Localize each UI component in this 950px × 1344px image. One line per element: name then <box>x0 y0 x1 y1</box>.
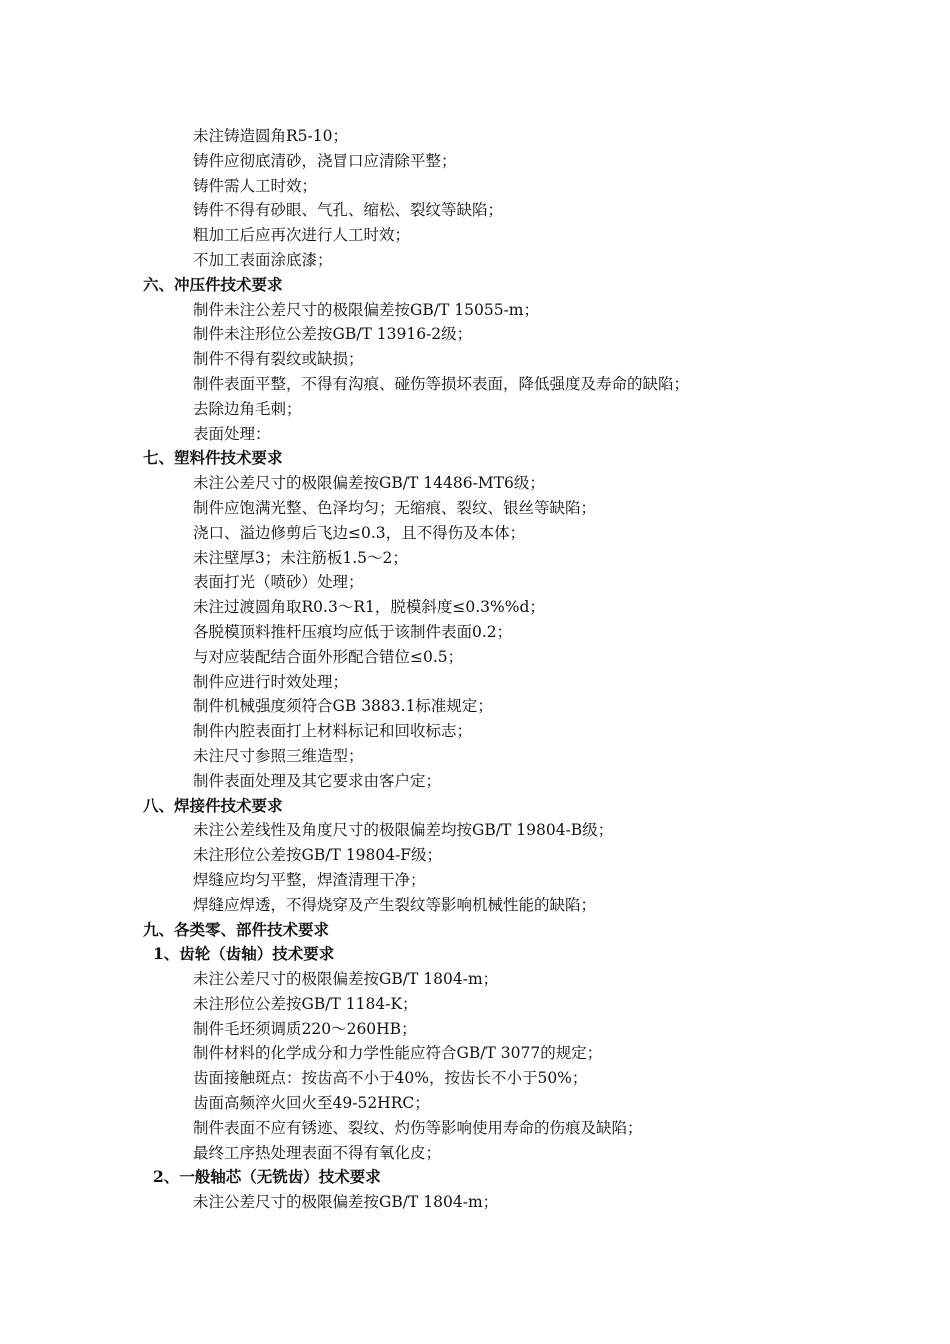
requirement-item: 表面打光（喷砂）处理； <box>193 573 364 592</box>
requirement-item: 制件表面不应有锈迹、裂纹、灼伤等影响使用寿命的伤痕及缺陷； <box>193 1118 643 1137</box>
section-heading: 八、焊接件技术要求 <box>143 795 283 815</box>
requirement-item: 制件表面处理及其它要求由客户定； <box>193 771 442 790</box>
requirement-item: 各脱模顶料推杆压痕均应低于该制件表面0.2； <box>193 622 513 641</box>
requirement-item: 未注公差线性及角度尺寸的极限偏差均按GB/T 19804-B级； <box>193 821 614 840</box>
requirement-item: 铸件需人工时效； <box>193 176 318 195</box>
requirement-item: 制件内腔表面打上材料标记和回收标志； <box>193 722 473 741</box>
section-heading: 七、塑料件技术要求 <box>143 448 283 468</box>
requirement-item: 制件材料的化学成分和力学性能应符合GB/T 3077的规定； <box>193 1044 603 1063</box>
requirement-item: 制件未注形位公差按GB/T 13916-2级； <box>193 325 473 344</box>
requirement-item: 焊缝应均匀平整，焊渣清理干净； <box>193 870 426 889</box>
requirement-item: 齿面高频淬火回火至49-52HRC； <box>193 1094 430 1113</box>
requirement-item: 未注过渡圆角取R0.3～R1，脱模斜度≤0.3%%d； <box>193 598 545 617</box>
requirement-item: 未注壁厚3；未注筋板1.5～2； <box>193 548 408 567</box>
section-heading: 六、冲压件技术要求 <box>143 274 283 294</box>
requirement-item: 制件机械强度须符合GB 3883.1标准规定； <box>193 697 493 716</box>
requirement-item: 浇口、溢边修剪后飞边≤0.3，且不得伤及本体； <box>193 523 526 542</box>
requirement-item: 去除边角毛刺； <box>193 399 302 418</box>
requirement-item: 制件应饱满光整、色泽均匀；无缩痕、裂纹、银丝等缺陷； <box>193 498 597 517</box>
requirement-item: 最终工序热处理表面不得有氧化皮； <box>193 1143 442 1162</box>
requirement-item: 未注尺寸参照三维造型； <box>193 746 364 765</box>
requirement-item: 齿面接触斑点：按齿高不小于40%，按齿长不小于50%； <box>193 1069 588 1088</box>
requirement-item: 焊缝应焊透，不得烧穿及产生裂纹等影响机械性能的缺陷； <box>193 895 597 914</box>
requirement-item: 制件毛坯须调质220～260HB； <box>193 1019 417 1038</box>
requirement-item: 铸件不得有砂眼、气孔、缩松、裂纹等缺陷； <box>193 201 504 220</box>
requirement-item: 未注形位公差按GB/T 1184-K； <box>193 994 418 1013</box>
section-heading: 九、各类零、部件技术要求 <box>143 919 330 939</box>
requirement-item: 未注公差尺寸的极限偏差按GB/T 14486-MT6级； <box>193 474 545 493</box>
requirement-item: 铸件应彻底清砂，浇冒口应清除平整； <box>193 151 457 170</box>
requirement-item: 制件未注公差尺寸的极限偏差按GB/T 15055-m； <box>193 300 540 319</box>
requirement-item: 制件不得有裂纹或缺损； <box>193 350 364 369</box>
requirement-item: 未注形位公差按GB/T 19804-F级； <box>193 846 443 865</box>
subsection-heading: 2、一般轴芯（无铣齿）技术要求 <box>153 1167 381 1187</box>
requirement-item: 未注公差尺寸的极限偏差按GB/T 1804-m； <box>193 1193 499 1212</box>
requirement-item: 与对应装配结合面外形配合错位≤0.5； <box>193 647 464 666</box>
requirement-item: 制件应进行时效处理； <box>193 672 349 691</box>
requirement-item: 粗加工后应再次进行人工时效； <box>193 226 411 245</box>
requirement-item: 未注铸造圆角R5-10； <box>193 127 348 145</box>
subsection-heading: 1、齿轮（齿轴）技术要求 <box>153 944 335 964</box>
requirement-item: 表面处理： <box>193 424 271 443</box>
requirement-item: 未注公差尺寸的极限偏差按GB/T 1804-m； <box>193 970 499 989</box>
document-body <box>0 124 950 1215</box>
requirement-item: 不加工表面涂底漆； <box>193 250 333 269</box>
requirement-item: 制件表面平整，不得有沟痕、碰伤等损坏表面，降低强度及寿命的缺陷； <box>193 374 690 393</box>
